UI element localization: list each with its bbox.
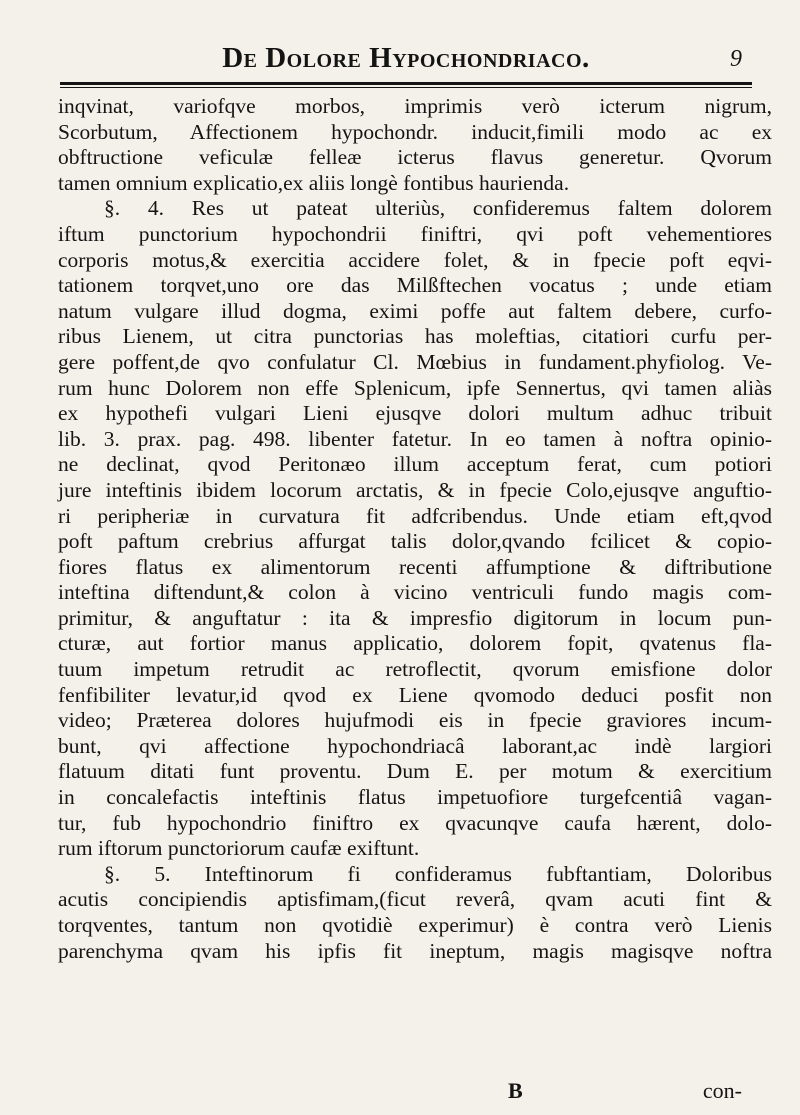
- text-line: rum iftorum punctoriorum caufæ exiftunt.: [58, 836, 420, 861]
- text-line: tamen omnium explicatio,ex aliis longè fontibus haurienda.: [58, 170, 570, 195]
- text-line: iftum punctorium hypochondrii finiftri, qvi poft vehementiores: [58, 221, 772, 246]
- text-line: Scorbutum, Affectionem hypochondr. inducit,fimili modo ac ex: [58, 119, 772, 144]
- text-line: natum vulgare illud dogma, eximi poffe aut faltem debere, curfo-: [58, 298, 772, 323]
- text-line: parenchyma qvam his ipfis fit ineptum, magis magisqve noftra: [58, 938, 772, 963]
- text-line: poft paftum crebrius affurgat talis dolor,qvando fcilicet & copio-: [58, 529, 772, 554]
- text-line: in concalefactis inteftinis flatus impetuofiore turgefcentiâ vagan-: [58, 785, 772, 810]
- text-line: §. 4. Res ut pateat ulteriùs, confideremus faltem dolorem: [104, 196, 772, 221]
- text-line: inteftina diftendunt,& colon à vicino ventriculi fundo magis com-: [58, 580, 772, 605]
- catchword: con-: [702, 1078, 742, 1103]
- running-head: De Dolore Hypochondriaco.: [222, 42, 590, 74]
- text-line: inqvinat, variofqve morbos, imprimis verò icterum nigrum,: [58, 94, 772, 118]
- page-header: [60, 42, 752, 88]
- text-line: ex hypothefi vulgari Lieni ejusqve dolori multum adhuc tribuit: [58, 401, 772, 426]
- header-rule-thin: [60, 87, 752, 88]
- text-line: flatuum ditati funt proventu. Dum E. per motum & exercitium: [58, 759, 772, 784]
- text-line: corporis motus,& exercitia accidere folet, & in fpecie poft eqvi-: [58, 247, 772, 272]
- text-line: lib. 3. prax. pag. 498. libenter fatetur. In eo tamen à noftra opinio-: [58, 426, 772, 451]
- text-line: obftructione veficulæ felleæ icterus flavus generetur. Qvorum: [58, 145, 772, 170]
- text-line: tur, fub hypochondrio finiftro ex qvacunqve caufa hærent, dolo-: [58, 810, 772, 835]
- text-line: jure inteftinis ibidem locorum arctatis, & in fpecie Colo,ejusqve anguftio-: [58, 477, 772, 502]
- text-line: bunt, qvi affectione hypochondriacâ laborant,ac indè largiori: [58, 733, 772, 758]
- header-rule: [60, 82, 752, 85]
- text-line: fenfibiliter levatur,id qvod ex Liene qvomodo deduci posfit non: [58, 682, 772, 707]
- text-line: video; Præterea dolores hujufmodi eis in fpecie graviores incum-: [58, 708, 772, 733]
- text-line: ne declinat, qvod Peritonæo illum acceptum ferat, cum potiori: [58, 452, 772, 477]
- text-line: ri peripheriæ in curvatura fit adfcribendus. Unde etiam eft,qvod: [58, 503, 772, 528]
- body-text: [58, 94, 772, 964]
- text-line: tationem torqvet,uno ore das Milßftechen vocatus ; unde etiam: [58, 273, 772, 298]
- text-line: fiores flatus ex alimentorum recenti affumptione & diftributione: [58, 554, 772, 579]
- text-line: cturæ, aut fortior manus applicatio, dolorem fopit, qvatenus fla-: [58, 631, 772, 656]
- page-number: 9: [730, 46, 742, 72]
- text-line: gere poffent,de qvo confulatur Cl. Mœbius in fundament.phyfiolog. Ve-: [58, 349, 772, 374]
- text-line: primitur, & anguftatur : ita & impresfio digitorum in locum pun-: [58, 605, 772, 630]
- text-line: rum hunc Dolorem non effe Splenicum, ipfe Sennertus, qvi tamen aliàs: [58, 375, 772, 400]
- text-line: ribus Lienem, ut citra punctorias has moleftias, citatiori curfu per-: [58, 324, 772, 349]
- text-line: tuum impetum retrudit ac retroflectit, qvorum emisfione dolor: [58, 657, 772, 682]
- signature-mark: B: [508, 1078, 523, 1103]
- text-line: acutis concipiendis aptisfimam,(ficut reverâ, qvam acuti fint &: [58, 887, 772, 912]
- text-line: torqventes, tantum non qvotidiè experimur) è contra verò Lienis: [58, 913, 772, 937]
- text-line: §. 5. Inteftinorum fi confideramus fubftantiam, Doloribus: [104, 861, 772, 886]
- page-footer: [58, 1078, 752, 1108]
